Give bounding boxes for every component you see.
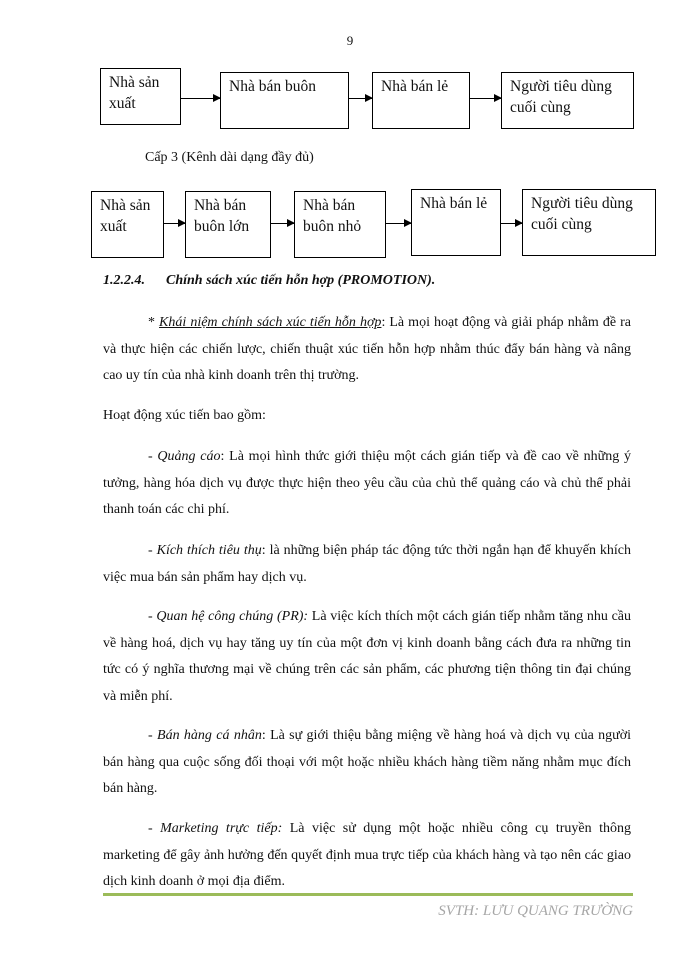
paragraph-prefix: - [148, 821, 161, 836]
channel1-box-producer: Nhà sản xuất [100, 68, 181, 125]
page-number: 9 [346, 33, 354, 48]
term: Khái niệm chính sách xúc tiến hỗn hợp [159, 315, 382, 330]
channel1-box-consumer: Người tiêu dùng cuối cùng [501, 72, 634, 129]
paragraph-prefix: - [148, 609, 157, 624]
arrow-icon [181, 98, 220, 99]
arrow-icon [501, 223, 522, 224]
arrow-icon [164, 223, 185, 224]
section-number: 1.2.2.4. [103, 273, 145, 288]
paragraph-prefix: - [148, 728, 158, 743]
section-title: Chính sách xúc tiến hỗn hợp (PROMOTION). [166, 273, 436, 288]
paragraph-personal-selling [103, 723, 631, 803]
footer-divider [103, 893, 633, 896]
arrow-icon [386, 223, 411, 224]
paragraph-text: : Là sự giới thiệu bằng miệng về hàng hoá và dịch vụ của người bán hàng qua cuộc sống đối thoại với một hoặc nhiều khách hàng tiềm năng nhằm mục đích bán hàng. [103, 728, 632, 796]
term: Quan hệ công chúng (PR): [156, 609, 309, 624]
channel2-box-retailer: Nhà bán lẻ [411, 189, 501, 256]
channel1-box-retailer: Nhà bán lẻ [372, 72, 470, 129]
term: Bán hàng cá nhân [157, 728, 262, 743]
channel2-box-large-wholesaler: Nhà bán buôn lớn [185, 191, 271, 258]
arrow-icon [470, 98, 501, 99]
paragraph-text: Là việc kích thích một cách gián tiếp nhằm tăng nhu cầu về hàng hoá, dịch vụ hay tăng uy tín của một đơn vị kinh doanh bằng cách đưa ra những tin tức có ý nghĩa thương mại về chúng trên các sản phẩm, các phương tiện thông tin đại chúng và miễn phí. [103, 609, 631, 704]
paragraph-activities-intro: Hoạt động xúc tiến bao gồm: [103, 408, 266, 423]
paragraph-promotion-concept [103, 310, 631, 390]
channel2-box-consumer: Người tiêu dùng cuối cùng [522, 189, 656, 256]
term: Quảng cáo [157, 449, 221, 464]
arrow-icon [271, 223, 294, 224]
paragraph-text: : Là mọi hình thức giới thiệu một cách gián tiếp và đề cao về những ý tưởng, hàng hóa dịch vụ được thực hiện theo yêu cầu của chủ thể quảng cáo và chủ thể phải thanh toán các chi phí. [103, 449, 631, 517]
arrow-icon [349, 98, 372, 99]
paragraph-direct-marketing [103, 816, 631, 896]
section-heading [103, 273, 435, 289]
diagram-caption: Cấp 3 (Kênh dài dạng đầy đủ) [145, 150, 314, 165]
paragraph-advertising [103, 444, 631, 524]
term: Kích thích tiêu thụ [156, 543, 262, 558]
paragraph-text: Là việc sử dụng một hoặc nhiều công cụ truyền thông marketing để gây ảnh hưởng đến quyết định mua trực tiếp của khách hàng và tạo nên các giao dịch kinh doanh ở mọi địa điểm. [103, 821, 631, 889]
term: Marketing trực tiếp: [160, 821, 283, 836]
paragraph-sales-promotion [103, 538, 631, 591]
paragraph-text: : là những biện pháp tác động tức thời ngắn hạn để khuyến khích việc mua bán sản phẩm hay dịch vụ. [103, 543, 631, 585]
paragraph-prefix: - [148, 449, 158, 464]
channel2-box-producer: Nhà sản xuất [91, 191, 164, 258]
paragraph-prefix: * [148, 315, 160, 330]
channel1-box-wholesaler: Nhà bán buôn [220, 72, 349, 129]
channel2-box-small-wholesaler: Nhà bán buôn nhỏ [294, 191, 386, 258]
paragraph-text: : Là mọi hoạt động và giải pháp nhằm đề ra và thực hiện các chiến lược, chiến thuật xúc tiến hỗn hợp nhằm thúc đẩy bán hàng và nâng cao uy tín của nhà kinh doanh trên thị trường. [103, 315, 631, 383]
paragraph-prefix: - [148, 543, 157, 558]
paragraph-public-relations [103, 604, 631, 710]
footer-author: SVTH: LƯU QUANG TRƯỜNG [438, 903, 633, 919]
